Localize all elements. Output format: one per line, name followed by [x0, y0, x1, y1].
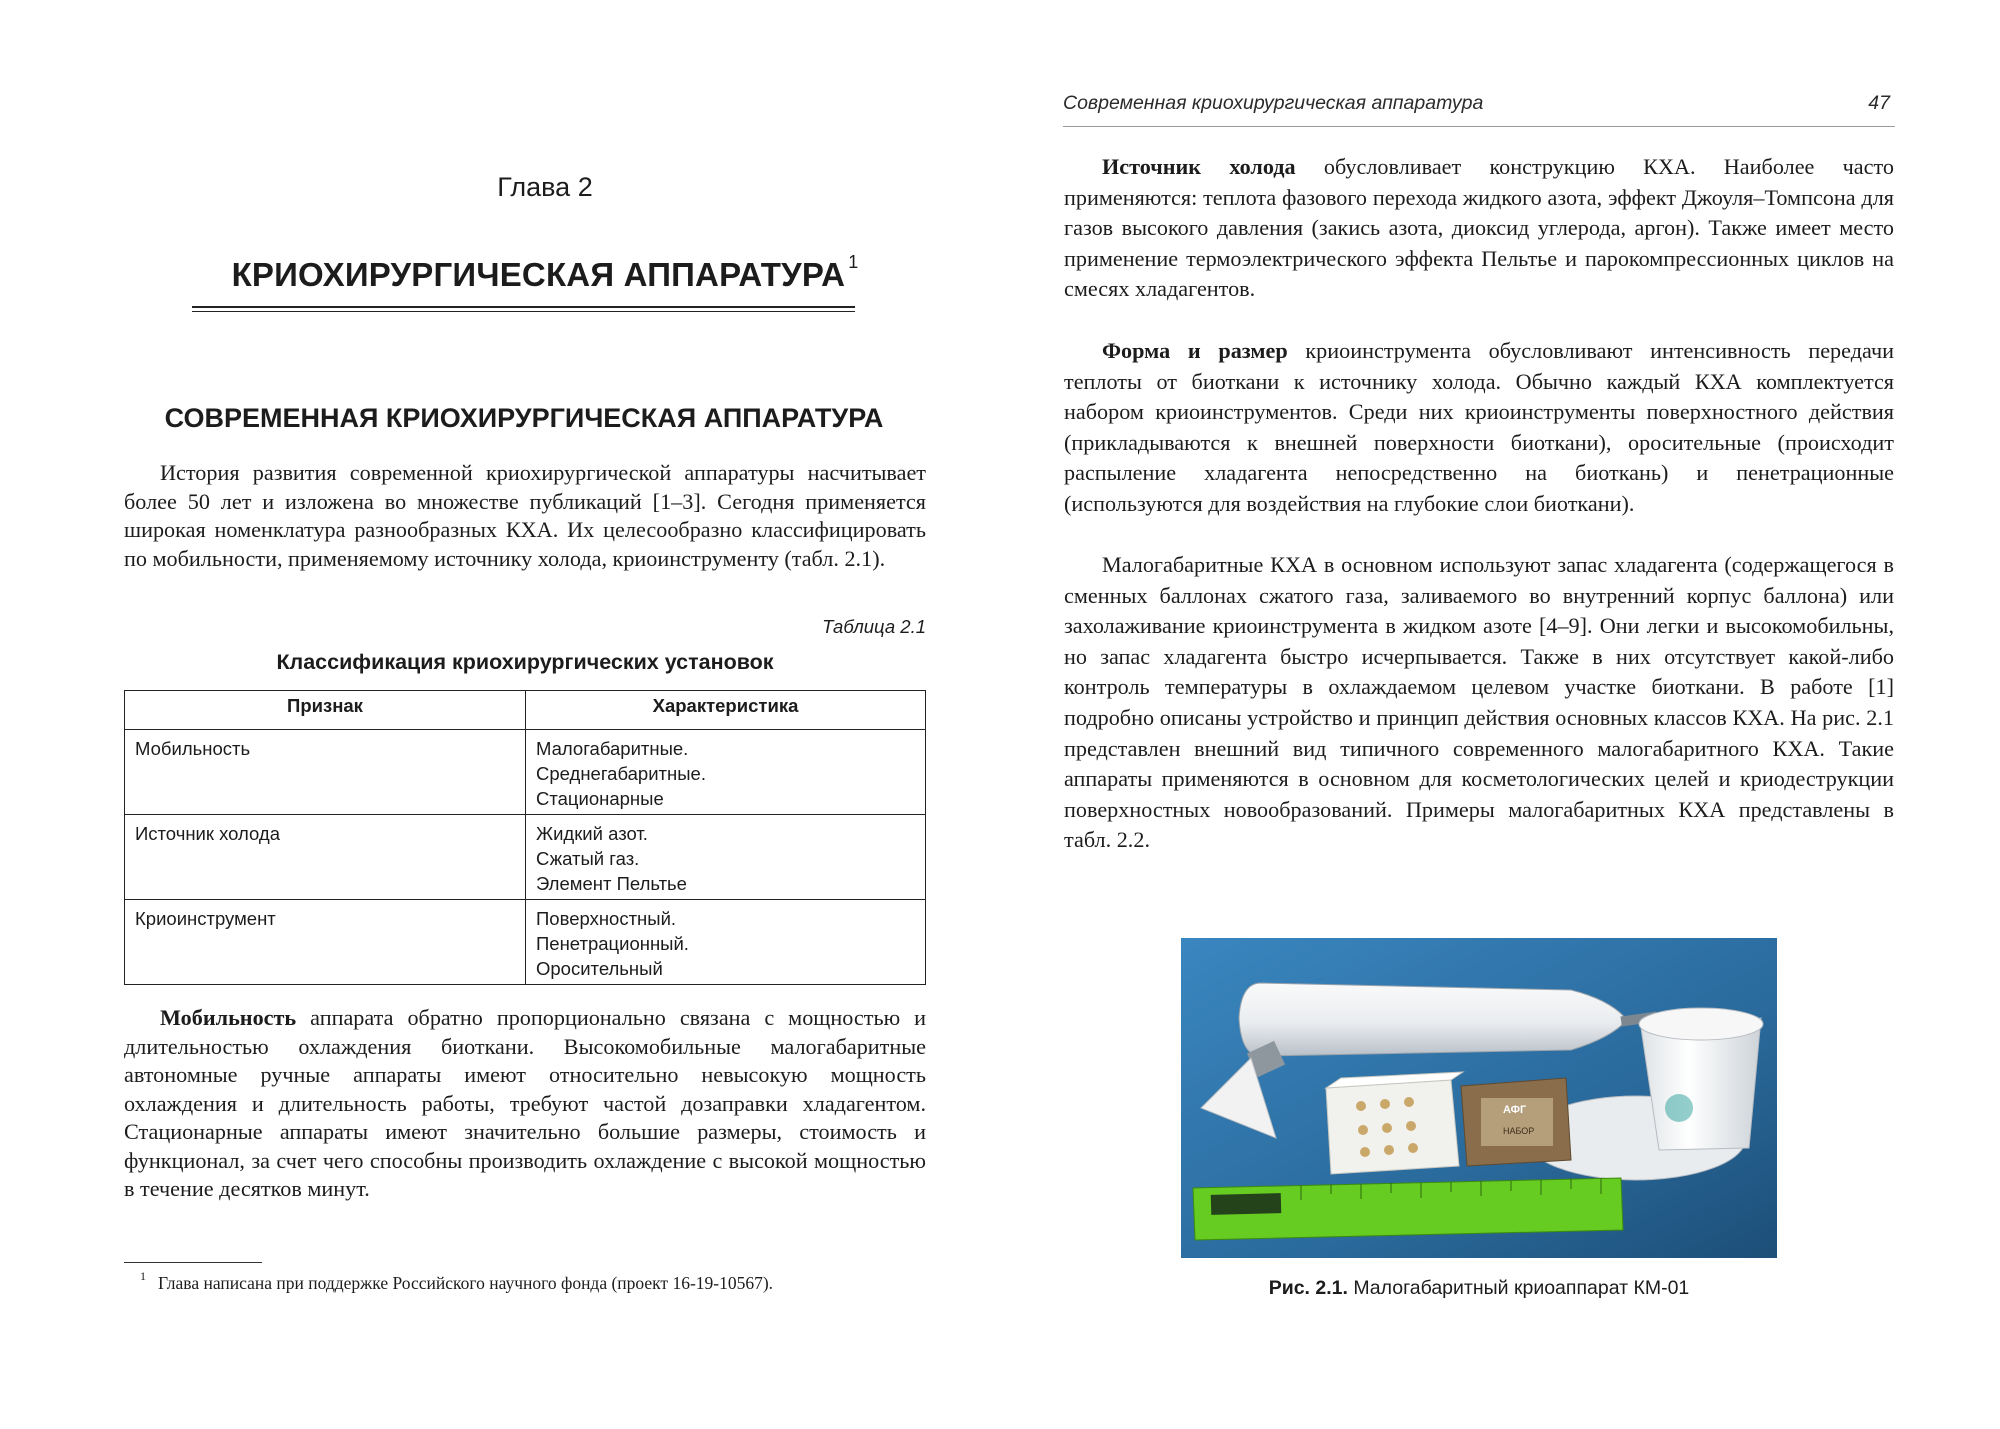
table-cell-value: Элемент Пельтье [536, 873, 687, 894]
form-size-lead: Форма и размер [1102, 338, 1288, 363]
form-size-paragraph [1064, 336, 1894, 520]
figure-caption-text: Малогабаритный криоаппарат КМ-01 [1347, 1277, 1690, 1299]
form-size-text: криоинструмента обусловливают интенсивность передачи теплоты от биоткани к источнику холода. Обычно каждый КХА комплектуется набором криоинструментов. Среди них криоинструменты поверхностного действия (прикладываются к внешней поверхности биоткани), оросительные (происходит распыление хладагента непосредственно на биоткань) и пенетрационные (используются для воздействия на глубокие слои биоткани). [1064, 338, 1894, 516]
table-header-row [125, 691, 926, 730]
table-header-characteristic: Характеристика [526, 691, 926, 730]
running-head: Современная криохирургическая аппаратура [1063, 92, 1484, 114]
chapter-footnote-mark: 1 [848, 252, 859, 272]
table-row [125, 900, 926, 985]
classification-table [124, 690, 926, 985]
kit-box [1461, 1078, 1571, 1166]
table-cell-value: Малогабаритные. [536, 738, 689, 759]
table-cell-feature: Мобильность [125, 730, 526, 815]
table-cell-value: Поверхностный. [536, 908, 677, 929]
figure-caption [1064, 1277, 1894, 1300]
kit-box-brand: АФГ [1503, 1104, 1527, 1116]
chapter-title [190, 252, 900, 294]
intro-paragraph: История развития современной криохирургической аппаратуры насчитывает более 50 лет и изложена во множестве публикаций [1–3]. Сегодня применяется широкая номенклатура разнообразных КХА. Их целесообразно классифицировать по мобильности, применяемому источнику холода, криоинструменту (табл. 2.1). [124, 460, 926, 571]
table-cell-value: Сжатый газ. [536, 848, 640, 869]
table-cell-value: Стационарные [536, 788, 664, 809]
table-cell-values [526, 815, 926, 900]
header-rule [1063, 126, 1895, 127]
cold-source-lead: Источник холода [1102, 154, 1296, 179]
mobility-paragraph [124, 1004, 926, 1204]
table-cell-values [526, 900, 926, 985]
cold-source-text: обусловливает конструкцию КХА. Наиболее часто применяются: теплота фазового перехода жидкого азота, эффект Джоуля–Томпсона для газов высокого давления (закись азота, диоксид углерода, аргон). Также имеет место применение термоэлектрического эффекта Пельтье и парокомпрессионных циклов на смесях хладагентов. [1064, 154, 1894, 302]
table-cell-feature: Криоинструмент [125, 900, 526, 985]
mobility-lead: Мобильность [160, 1005, 297, 1030]
footnote-text: Глава написана при поддержке Российского научного фонда (проект 16-19-10567). [158, 1273, 774, 1293]
figure-caption-number: Рис. 2.1. [1268, 1277, 1348, 1299]
cold-source-paragraph [1064, 152, 1894, 305]
kit-box-label: НАБОР [1503, 1126, 1535, 1136]
table-cell-feature: Источник холода [125, 815, 526, 900]
chapter-title-text: КРИОХИРУРГИЧЕСКАЯ АППАРАТУРА [231, 256, 846, 293]
footnote-rule [124, 1262, 262, 1263]
small-devices-paragraph: Малогабаритные КХА в основном используют запас хладагента (содержащегося в сменных баллонах сжатого газа, заливаемого во внутренний корпус баллона) или захолаживание криоинструмента в жидком азоте [4–9]. Они легки и высокомобильны, но запас хладагента быстро исчерпывается. Также в них отсутствует какой-либо контроль температуры в охлаждаемом целевом участке биоткани. В работе [1] подробно описаны устройство и принцип действия основных классов КХА. На рис. 2.1 представлен внешний вид типичного современного малогабаритного КХА. Такие аппараты применяются в основном для косметологических целей и криодеструкции поверхностных новообразований. Примеры малогабаритных КХА представлены в табл. 2.2. [1064, 552, 1894, 853]
cryo-device-illustration [1181, 938, 1777, 1258]
table-cell-value: Оросительный [536, 958, 663, 979]
table-cell-value: Жидкий азот. [536, 823, 648, 844]
table-row [125, 730, 926, 815]
table-cell-value: Пенетрационный. [536, 933, 689, 954]
table-cell-values [526, 730, 926, 815]
table-caption: Таблица 2.1 [822, 616, 926, 637]
chapter-label: Глава 2 [497, 172, 593, 202]
title-rule-secondary [192, 311, 855, 312]
title-rule [192, 306, 855, 308]
page-number: 47 [1868, 92, 1890, 114]
table-row [125, 815, 926, 900]
green-ruler [1193, 1178, 1623, 1240]
footnote [140, 1269, 928, 1294]
table-header-feature: Признак [125, 691, 526, 730]
table-cell-value: Среднегабаритные. [536, 763, 706, 784]
footnote-mark: 1 [140, 1269, 146, 1283]
section-heading: СОВРЕМЕННАЯ КРИОХИРУРГИЧЕСКАЯ АППАРАТУРА [164, 403, 884, 433]
figure-photo [1181, 938, 1777, 1258]
instrument-box [1326, 1072, 1463, 1174]
mobility-text: аппарата обратно пропорционально связана с мощностью и длительностью охлаждения биоткани. Высокомобильные малогабаритные автономные ручные аппараты имеют относительно невысокую мощность охлаждения и длительность работы, требуют частой дозаправки хладагентом. Стационарные аппараты имеют значительно большие размеры, стоимость и функционал, за счет чего способны производить охлаждение с высокой мощностью в течение десятков минут. [124, 1005, 926, 1201]
table-title: Классификация криохирургических установок [276, 650, 774, 674]
